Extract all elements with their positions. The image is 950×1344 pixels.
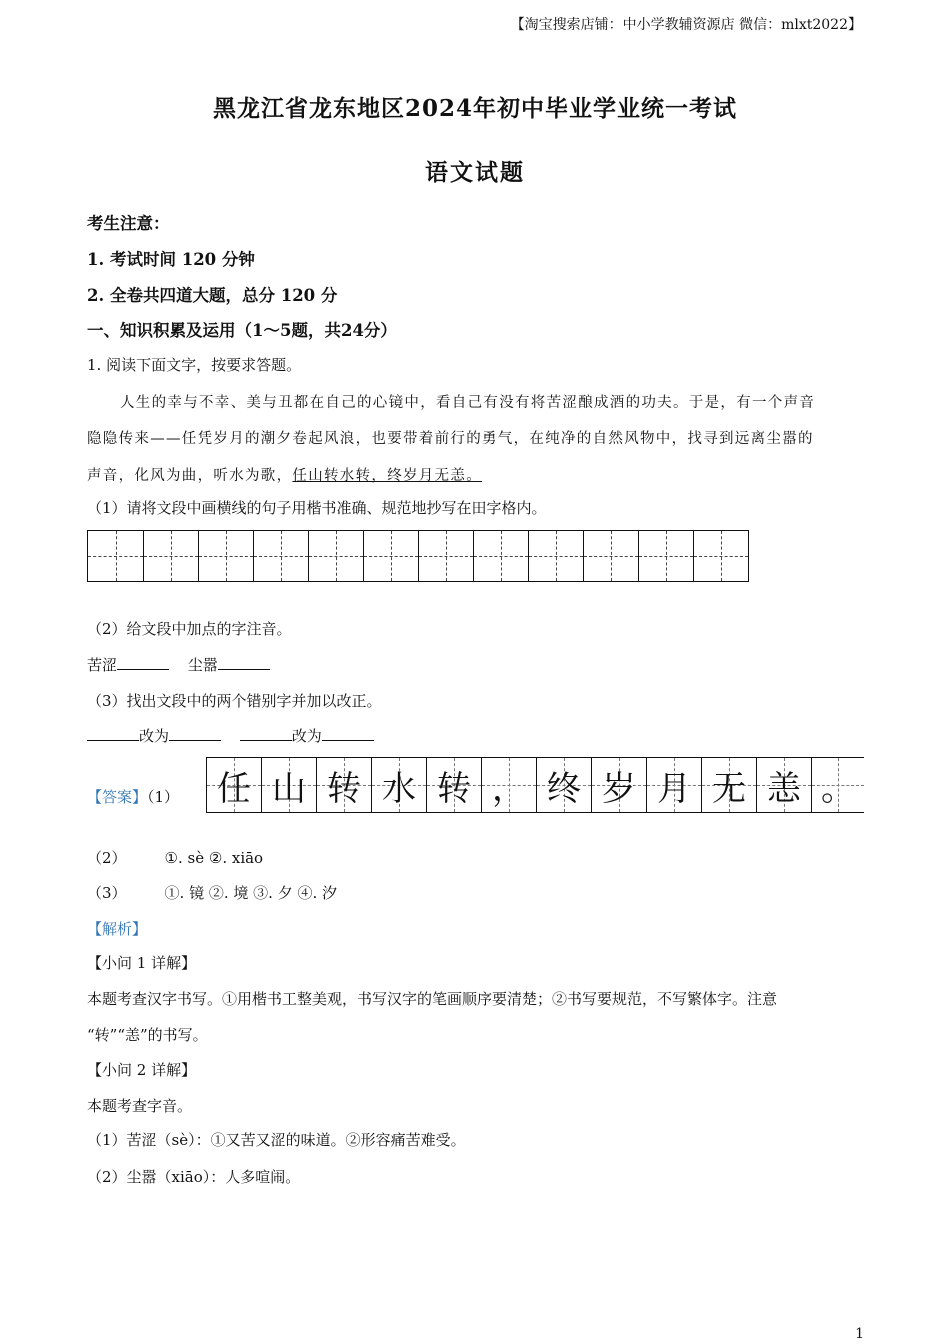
blank-field[interactable] xyxy=(117,655,169,670)
answer-part-3-value: ①. 镜 ②. 境 ③. 夕 ④. 汐 xyxy=(164,884,337,902)
blank-field[interactable] xyxy=(322,726,374,741)
grid-cell[interactable] xyxy=(88,531,143,581)
answer-part-1-label: （1） xyxy=(147,788,180,806)
underlined-sentence: 任山转水转，终岁月无恙。 xyxy=(292,468,483,484)
handwriting-cell: 恙 xyxy=(757,758,812,812)
blank-field[interactable] xyxy=(87,726,139,741)
detail-1-heading: 【小问 1 详解】 xyxy=(87,954,197,972)
blank-field[interactable] xyxy=(218,655,270,670)
change-to-label: 改为 xyxy=(139,727,170,745)
page-number: 1 xyxy=(855,1326,864,1342)
grid-cell[interactable] xyxy=(308,531,363,581)
grid-cell[interactable] xyxy=(418,531,473,581)
notice-item-2: 2. 全卷共四道大题，总分 120 分 xyxy=(87,286,338,305)
grid-cell[interactable] xyxy=(473,531,528,581)
handwriting-cell: 转 xyxy=(427,758,482,812)
handwriting-cell: 终 xyxy=(537,758,592,812)
answer-part-2-label: （2） xyxy=(87,849,127,867)
grid-cell[interactable] xyxy=(693,531,748,581)
notice-item-1: 1. 考试时间 120 分钟 xyxy=(87,250,255,269)
handwriting-cell: 岁 xyxy=(592,758,647,812)
word-kuse: 苦涩 xyxy=(87,656,118,674)
analysis-label: 【解析】 xyxy=(87,920,148,938)
sub-question-2: （2）给文段中加点的字注音。 xyxy=(87,620,292,638)
word-chenxiao: 尘嚣 xyxy=(187,656,218,674)
blank-field[interactable] xyxy=(169,726,221,741)
handwriting-cell: 任 xyxy=(207,758,262,812)
passage-line-3 xyxy=(87,464,482,485)
answer-part-2-value: ①. sè ②. xiāo xyxy=(164,849,264,867)
handwriting-cell: 山 xyxy=(262,758,317,812)
detail-2-item-2: （2）尘嚣（xiāo）：人多喧闹。 xyxy=(87,1168,301,1186)
grid-cell[interactable] xyxy=(198,531,253,581)
question-intro: 1. 阅读下面文字，按要求答题。 xyxy=(87,356,302,374)
handwriting-cell: 转 xyxy=(317,758,372,812)
detail-1-line-1: 本题考查汉字书写。①用楷书工整美观，书写汉字的笔画顺序要清楚；②书写要规范，不写繁体字。注意 xyxy=(87,990,778,1008)
change-to-label: 改为 xyxy=(291,727,322,745)
handwriting-cell: ， xyxy=(482,758,537,812)
detail-2-item-1: （1）苦涩（sè）：①又苦又涩的味道。②形容痛苦难受。 xyxy=(87,1131,466,1149)
answer-handwriting-grid xyxy=(206,757,864,813)
tianzi-grid[interactable] xyxy=(87,530,749,582)
detail-2-line-1: 本题考查字音。 xyxy=(87,1097,193,1115)
pinyin-blanks xyxy=(87,654,270,675)
detail-2-heading: 【小问 2 详解】 xyxy=(87,1061,197,1079)
grid-cell[interactable] xyxy=(253,531,308,581)
detail-1-line-2: “转”“恙”的书写。 xyxy=(87,1026,208,1044)
answer-line-1 xyxy=(87,786,179,807)
answer-part-3-label: （3） xyxy=(87,884,127,902)
sub-question-3: （3）找出文段中的两个错别字并加以改正。 xyxy=(87,692,382,710)
shop-note: 【淘宝搜索店铺：中小学教辅资源店 微信：mlxt2022】 xyxy=(510,17,862,33)
handwriting-cell: 月 xyxy=(647,758,702,812)
grid-cell[interactable] xyxy=(363,531,418,581)
grid-cell[interactable] xyxy=(528,531,583,581)
blank-field[interactable] xyxy=(240,726,292,741)
handwriting-cell: 。 xyxy=(812,758,864,812)
grid-cell[interactable] xyxy=(638,531,693,581)
handwriting-cell: 无 xyxy=(702,758,757,812)
answer-line-2 xyxy=(87,847,263,868)
exam-title: 黑龙江省龙东地区2024年初中毕业学业统一考试 xyxy=(212,95,737,122)
grid-cell[interactable] xyxy=(143,531,198,581)
section-heading: 一、知识积累及运用（1～5题，共24分） xyxy=(87,321,397,340)
exam-subtitle: 语文试题 xyxy=(425,159,525,186)
passage-line-1: 人生的幸与不幸、美与丑都在自己的心镜中，看自己有没有将苦涩酿成酒的功夫。于是，有一个声音 xyxy=(120,395,816,411)
notice-heading: 考生注意： xyxy=(87,214,170,233)
passage-line-3-text: 声音，化风为曲，听水为歌， xyxy=(87,468,293,484)
sub-question-1: （1）请将文段中画横线的句子用楷书准确、规范地抄写在田字格内。 xyxy=(87,499,547,517)
answer-line-3 xyxy=(87,882,337,903)
grid-cell[interactable] xyxy=(583,531,638,581)
handwriting-cell: 水 xyxy=(372,758,427,812)
correction-blanks xyxy=(87,725,374,746)
answer-label: 【答案】 xyxy=(87,788,148,806)
passage-line-2: 隐隐传来——任凭岁月的潮夕卷起风浪，也要带着前行的勇气，在纯净的自然风物中，找寻到远离尘嚣的 xyxy=(87,431,814,447)
